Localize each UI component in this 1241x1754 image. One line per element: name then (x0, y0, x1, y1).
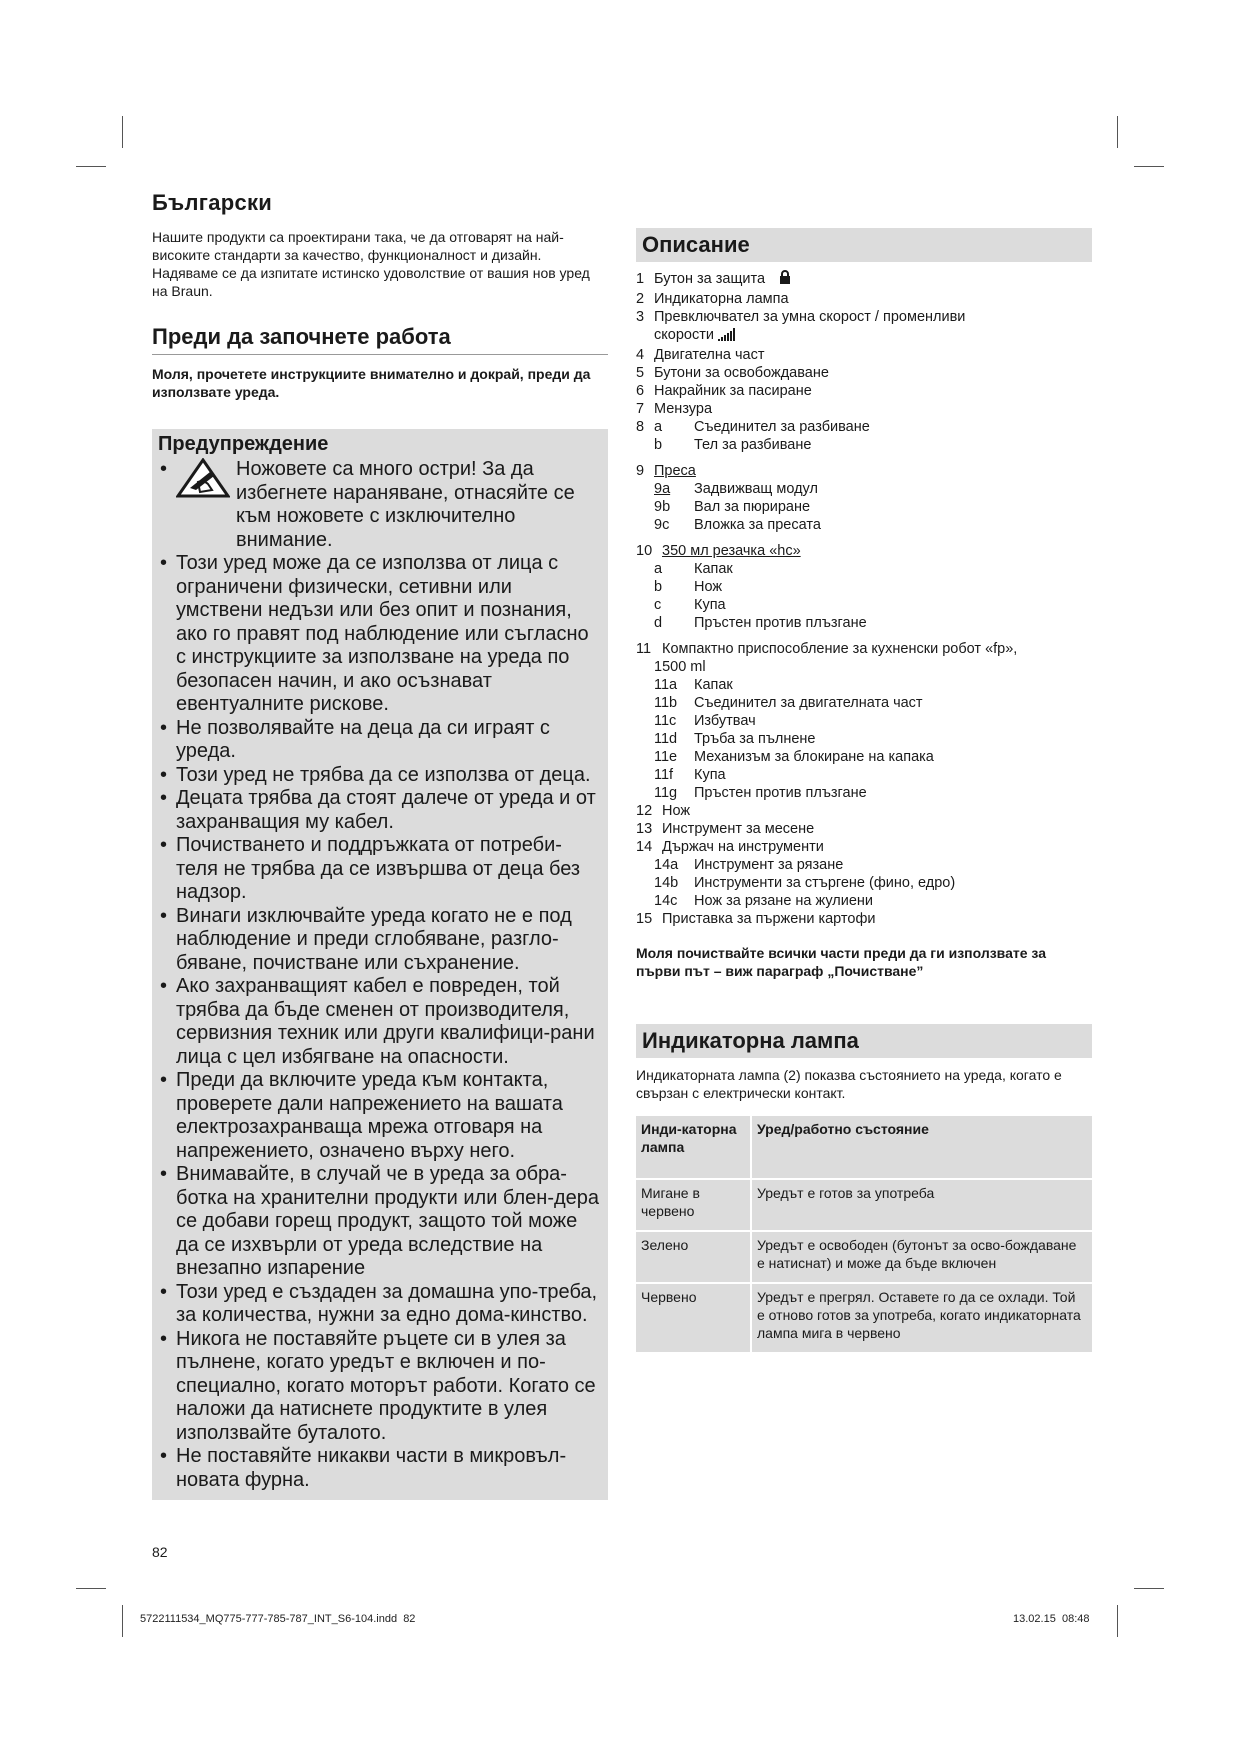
part-name: Пръстен против плъзгане (694, 785, 867, 801)
part-subletter: 11b (654, 695, 678, 711)
read-instructions-note: Моля, прочетете инструкциите внимателно и докрай, преди да използвате уреда. (152, 366, 591, 400)
parts-list-item (636, 892, 1092, 910)
parts-list-item (636, 748, 1092, 766)
part-subletter: 11e (654, 749, 678, 765)
parts-list-item (636, 856, 1092, 874)
part-name: Съединител за разбиване (694, 419, 870, 435)
footer-time: 08:48 (1061, 1613, 1090, 1625)
part-name: Нож (694, 579, 723, 595)
table-row (636, 1284, 1092, 1354)
warning-item: • Ножовете са много остри! За да избегнете нараняване, отнасяйте се към ножовете с изключително внимание. (158, 458, 600, 552)
part-name: Капак (694, 561, 733, 577)
warning-list (158, 458, 600, 1492)
part-subletter: a (654, 419, 663, 435)
warning-title: Предупреждение (158, 433, 329, 455)
parts-list-item (636, 436, 1092, 454)
parts-list-item (636, 400, 1092, 418)
parts-list-item (636, 560, 1092, 578)
part-name: Инструмент за месене (662, 821, 815, 837)
part-subletter: 11d (654, 731, 678, 747)
part-number: 8 (636, 419, 645, 435)
parts-list-item (636, 802, 1092, 820)
table-header-row (636, 1116, 1092, 1180)
parts-list-item (636, 364, 1092, 382)
part-subletter: 11a (654, 677, 678, 693)
part-name: Мензура (654, 401, 713, 417)
part-name: Приставка за пържени картофи (662, 911, 876, 927)
cleaning-note: Моля почиствайте всички части преди да ги използвате за първи път – виж параграф „Почистване” (636, 945, 1046, 979)
part-name: Двигателна част (654, 347, 765, 363)
parts-list-item (636, 516, 1092, 534)
part-subletter: 9b (654, 499, 671, 515)
part-number: 6 (636, 383, 645, 399)
warning-item: • Внимавайте, в случай че в уреда за обра-ботка на хранителни продукти или блен-дера се добави горещ продукт, защото той може да се изхвърли от уреда вследствие на внезапно изпарение (158, 1163, 600, 1281)
footer-date: 13.02.15 (1013, 1613, 1056, 1625)
parts-list-item (636, 910, 1092, 928)
part-subletter: 11c (654, 713, 677, 729)
table-row (636, 1180, 1092, 1232)
part-name: Задвижващ модул (694, 481, 818, 497)
footer-timestamp (1013, 1613, 1089, 1625)
parts-list-item (636, 308, 1092, 326)
part-subletter: b (654, 579, 663, 595)
table-row (636, 1232, 1092, 1284)
warning-item: • Децата трябва да стоят далече от уреда и от захранващия му кабел. (158, 787, 600, 834)
part-name: Инструмент за рязане (694, 857, 844, 873)
warning-item: • Никога не поставяйте ръцете си в улея за пълнене, когато уредът е включен и по-специално, когато моторът работи. Когато се наложи да натиснете продуктите в улея използвайте буталото. (158, 1328, 600, 1446)
language-heading: Български (152, 190, 273, 215)
warning-item: • Не позволявайте на деца да си играят с уреда. (158, 717, 600, 764)
parts-list-item (636, 784, 1092, 802)
part-name: Тръба за пълнене (694, 731, 816, 747)
part-name: Нож за рязане на жулиени (694, 893, 874, 909)
intro-paragraph: Надяваме се да изпитате истинско удоволствие от вашия нов уред на Braun. (152, 265, 590, 299)
part-number: 4 (636, 347, 645, 363)
crop-mark (122, 1605, 123, 1637)
part-name: скорости (654, 327, 714, 343)
page-number: 82 (152, 1544, 168, 1560)
part-name: Превключвател за умна скорост / променливи (654, 309, 966, 325)
part-number: 12 (636, 803, 653, 819)
part-number: 15 (636, 911, 653, 927)
warning-item: • Винаги изключвайте уреда когато не е под наблюдение и преди сглобяване, разгло-бяване, почистване или съхранение. (158, 905, 600, 976)
before-start-heading: Преди да започнете работа (152, 324, 608, 355)
left-column (152, 190, 608, 1500)
parts-list-item (636, 596, 1092, 614)
part-subletter: 11g (654, 785, 678, 801)
table-cell: Зелено (636, 1232, 752, 1284)
crop-mark (76, 166, 106, 167)
table-cell: Уредът е готов за употреба (752, 1180, 1092, 1232)
part-name: Избутвач (694, 713, 756, 729)
parts-list-item (636, 614, 1092, 632)
part-name: Бутон за защита (654, 271, 766, 287)
warning-item: • Не поставяйте никакви части в микровъл-новата фурна. (158, 1445, 600, 1492)
speed-bars-icon (718, 328, 736, 346)
parts-list-item (636, 838, 1092, 856)
parts-list-item (636, 480, 1092, 498)
warning-item: • Този уред е създаден за домашна упо-треба, за количества, нужни за едно дома-кинство. (158, 1281, 600, 1328)
part-number: 11 (636, 641, 652, 657)
footer-file-page: 82 (403, 1613, 416, 1625)
part-name: Компактно приспособление за кухненски робот «fp», (662, 641, 1018, 657)
parts-list-item (636, 694, 1092, 712)
warning-box (152, 429, 608, 1500)
parts-list-item (636, 730, 1092, 748)
part-name: Бутони за освобождаване (654, 365, 829, 381)
parts-list-item (636, 578, 1092, 596)
parts-list-item (636, 382, 1092, 400)
part-name: Вал за пюриране (694, 499, 811, 515)
table-header-cell: Инди-каторна лампа (636, 1116, 752, 1180)
part-name: Пръстен против плъзгане (694, 615, 867, 631)
part-name: Механизъм за блокиране на капака (694, 749, 934, 765)
parts-list-item (636, 820, 1092, 838)
table-header-cell: Уред/работно състояние (752, 1116, 1092, 1180)
crop-mark (1117, 116, 1118, 148)
parts-list-item (636, 712, 1092, 730)
part-number: 9 (636, 463, 645, 479)
description-heading: Описание (636, 228, 1092, 262)
parts-list-item (636, 658, 1092, 676)
warning-item: • Този уред не трябва да се използва от деца. (158, 764, 600, 788)
part-subletter: 14c (654, 893, 678, 909)
parts-list-item (636, 290, 1092, 308)
parts-list-item (636, 640, 1092, 658)
part-number: 14 (636, 839, 653, 855)
parts-list-item (636, 766, 1092, 784)
table-cell: Мигане в червено (636, 1180, 752, 1232)
warning-item: • Почистването и поддръжката от потреби-теля не трябва да се извършва от деца без надзор. (158, 834, 600, 905)
lamp-status-table (636, 1116, 1092, 1354)
part-name: Държач на инструменти (662, 839, 824, 855)
parts-list-item (636, 874, 1092, 892)
parts-list-item (636, 346, 1092, 364)
part-name: Накрайник за пасиране (654, 383, 812, 399)
part-name: Капак (694, 677, 733, 693)
part-subletter: 9c (654, 517, 670, 533)
part-name: 1500 ml (654, 659, 706, 675)
part-name: Купа (694, 597, 726, 613)
intro-text (152, 228, 608, 300)
footer-file-info (140, 1613, 415, 1625)
part-name: Преса (654, 463, 696, 479)
part-number: 1 (636, 271, 645, 287)
knife-hand-warning-icon (176, 458, 230, 498)
crop-mark (1134, 166, 1164, 167)
table-cell: Червено (636, 1284, 752, 1354)
part-subletter: a (654, 561, 663, 577)
part-name: Индикаторна лампа (654, 291, 789, 307)
parts-list-item (636, 498, 1092, 516)
right-column (636, 228, 1092, 1354)
part-subletter: 14b (654, 875, 679, 891)
part-number: 10 (636, 543, 653, 559)
warning-item: • Ако захранващият кабел е повреден, той трябва да бъде сменен от производителя, сервизния техник или други квалифици-рани лица с цел избягване на опасности. (158, 975, 600, 1069)
parts-list (636, 270, 1092, 928)
part-subletter: 14a (654, 857, 679, 873)
part-name: Вложка за пресата (694, 517, 821, 533)
parts-list-item (636, 326, 1092, 346)
crop-mark (1117, 1605, 1118, 1637)
intro-paragraph: Нашите продукти са проектирани така, че да отговарят на най-високите стандарти за качество, функционалност и дизайн. (152, 229, 564, 263)
lamp-description: Индикаторната лампа (2) показва състоянието на уреда, когато е свързан с електрически контакт. (636, 1067, 1062, 1101)
part-name: Нож (662, 803, 691, 819)
part-number: 2 (636, 291, 645, 307)
warning-item: • Този уред може да се използва от лица с ограничени физически, сетивни или умствени недъзи или без опит и познания, ако го правят под наблюдение или съгласно с инструкциите за използване на уреда по безопасен начин, и ако осъзнават евентуалните рискове. (158, 552, 600, 717)
part-name: Тел за разбиване (694, 437, 812, 453)
crop-mark (122, 116, 123, 148)
part-number: 13 (636, 821, 653, 837)
parts-list-item (636, 542, 1092, 560)
part-name: 350 мл резачка «hc» (662, 543, 801, 559)
crop-mark (1134, 1588, 1164, 1589)
part-number: 5 (636, 365, 645, 381)
parts-list-item (636, 270, 1092, 290)
lock-icon (779, 270, 791, 290)
parts-list-item (636, 676, 1092, 694)
part-subletter: 9a (654, 481, 671, 497)
part-name: Инструменти за стъргене (фино, едро) (694, 875, 956, 891)
part-name: Купа (694, 767, 726, 783)
footer-filename: 5722111534_MQ775-777-785-787_INT_S6-104.indd (140, 1613, 398, 1625)
part-number: 3 (636, 309, 645, 325)
part-number: 7 (636, 401, 645, 417)
part-name: Съединител за двигателната част (694, 695, 923, 711)
warning-item: • Преди да включите уреда към контакта, проверете дали напрежението на вашата електрозахранваща мрежа отговаря на напрежението, означено върху него. (158, 1069, 600, 1163)
part-subletter: c (654, 597, 662, 613)
part-subletter: d (654, 615, 663, 631)
part-subletter: b (654, 437, 663, 453)
table-cell: Уредът е прегрял. Оставете го да се охлади. Той е отново готов за употреба, когато индикаторната лампа мига в червено (752, 1284, 1092, 1354)
table-cell: Уредът е освободен (бутонът за осво-бождаване е натиснат) и може да бъде включен (752, 1232, 1092, 1284)
lamp-heading: Индикаторна лампа (636, 1024, 1092, 1058)
crop-mark (76, 1588, 106, 1589)
parts-list-item (636, 462, 1092, 480)
parts-list-item (636, 418, 1092, 436)
part-subletter: 11f (654, 767, 674, 783)
